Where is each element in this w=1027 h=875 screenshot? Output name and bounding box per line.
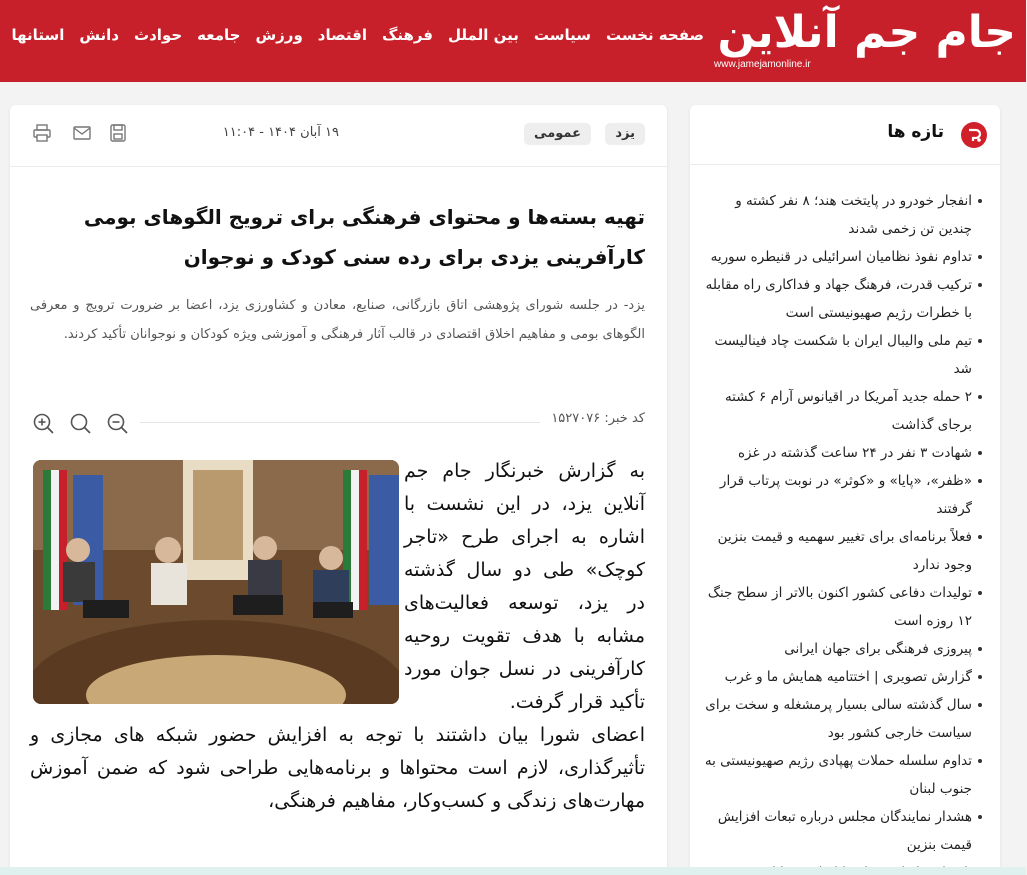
news-item[interactable]: تیم ملی والیبال ایران با شکست چاد فینالیست شد <box>703 327 983 383</box>
article-card <box>11 105 668 875</box>
divider <box>141 422 541 423</box>
article-paragraph: اعضای شورا بیان داشتند با توجه به افزایش حضور شبکه های مجازی و تأثیرگذاری، لازم است محتواها و برنامه‌هایی طراحی شود که ضمن آموزش مهارت‌های زندگی و کسب‌وکار، مفاهیم فرهنگی، <box>31 724 646 812</box>
nav-sports[interactable]: ورزش <box>256 26 304 44</box>
news-item[interactable]: گزارش تصویری | اختتامیه همایش ما و غرب <box>703 663 983 691</box>
article-date: ۱۹ آبان ۱۴۰۴ - ۱۱:۰۴ <box>223 125 340 140</box>
article-lead: یزد- در جلسه شورای پژوهشی اتاق بازرگانی، صنایع، معادن و کشاورزی یزد، اعضا بر ضرورت ترویج و معرفی الگوهای بومی و مفاهیم اخلاق اقتصادی در قالب آثار فرهنگی و آموزشی ویژه کودکان و نوجوانان تأکید کردند. <box>31 298 646 342</box>
site-header <box>0 0 1027 82</box>
article-photo[interactable] <box>34 460 400 704</box>
news-code: کد خبر: ۱۵۲۷۰۷۶ <box>546 411 646 426</box>
logo-wordmark: جام جم آنلاین <box>718 7 1017 58</box>
latest-news-list <box>703 187 983 875</box>
nav-economy[interactable]: اقتصاد <box>318 26 368 44</box>
nav-science[interactable]: دانش <box>80 26 121 44</box>
logo-url: www.jamejamonline.ir <box>715 59 812 70</box>
tag-general[interactable]: عمومی <box>525 123 592 145</box>
nav-home[interactable]: صفحه نخست <box>606 26 705 44</box>
news-item[interactable]: «ظفر»، «پایا» و «کوثر» در نوبت پرتاب قرار گرفتند <box>703 467 983 523</box>
email-icon[interactable] <box>73 123 93 143</box>
tag-yazd[interactable]: یزد <box>606 123 646 145</box>
news-item[interactable]: هشدار نمایندگان مجلس درباره تبعات افزایش قیمت بنزین <box>703 803 983 859</box>
nav-provinces[interactable]: استانها <box>12 26 66 44</box>
nav-international[interactable]: بین الملل <box>449 26 520 44</box>
site-logo[interactable] <box>707 6 1017 74</box>
zoom-out-icon[interactable] <box>107 412 131 436</box>
news-item[interactable]: سال گذشته سالی بسیار پرمشغله و سخت برای سیاست خارجی کشور بود <box>703 691 983 747</box>
article-title: تهیه بسته‌ها و محتوای فرهنگی برای ترویج الگوهای بومی کارآفرینی یزدی برای رده سنی کودک و نوجوان <box>84 205 646 269</box>
print-icon[interactable] <box>33 123 53 143</box>
news-item[interactable]: پیروزی فرهنگی برای جهان ایرانی <box>703 635 983 663</box>
news-item[interactable]: انفجار خودرو در پایتخت هند؛ ۸ نفر کشته و چندین تن زخمی شدند <box>703 187 983 243</box>
zoom-reset-icon[interactable] <box>70 412 94 436</box>
news-item[interactable]: ترکیب قدرت، فرهنگ جهاد و فداکاری راه مقابله با خطرات رژیم صهیونیستی است <box>703 271 983 327</box>
news-item[interactable]: ۲ حمله جدید آمریکا در اقیانوس آرام ۶ کشته برجای گذاشت <box>703 383 983 439</box>
news-code-row <box>11 405 668 441</box>
nav-politics[interactable]: سیاست <box>534 26 592 44</box>
news-item[interactable]: تداوم سلسله حملات پهپادی رژیم صهیونیستی به جنوب لبنان <box>703 747 983 803</box>
news-item[interactable]: تداوم نفوذ نظامیان اسرائیلی در قنیطره سوریه <box>703 243 983 271</box>
zoom-in-icon[interactable] <box>33 412 57 436</box>
nav-incidents[interactable]: حوادث <box>135 26 184 44</box>
sidebar-header <box>691 105 1001 165</box>
sidebar-title: تازه ها <box>888 122 945 142</box>
article-paragraph: به گزارش خبرنگار جام جم آنلاین یزد، در این نشست با اشاره به اجرای طرح «تاجر کوچک» طی دو سال گذشته در یزد، توسعه فعالیت‌های مشابه با هدف تقویت روحیه کارآفرینی در نسل جوان مورد تأکید قرار گرفت. <box>405 460 646 713</box>
article-meta-bar <box>11 105 668 167</box>
nav-society[interactable]: جامعه <box>198 26 242 44</box>
bottom-strip <box>0 867 1027 875</box>
news-item[interactable]: تولیدات دفاعی کشور اکنون بالاتر از سطح جنگ ۱۲ روزه است <box>703 579 983 635</box>
latest-news-sidebar <box>691 105 1001 875</box>
save-icon[interactable] <box>109 123 129 143</box>
main-nav <box>0 0 705 70</box>
nav-culture[interactable]: فرهنگ <box>382 26 435 44</box>
news-item[interactable]: شهادت ۳ نفر در ۲۴ ساعت گذشته در غزه <box>703 439 983 467</box>
news-item[interactable]: فعلاً برنامه‌ای برای تغییر سهمیه و قیمت بنزین وجود ندارد <box>703 523 983 579</box>
brand-badge-icon <box>961 121 989 149</box>
